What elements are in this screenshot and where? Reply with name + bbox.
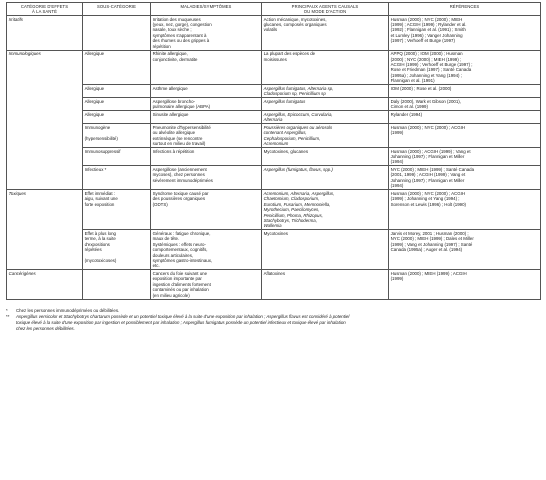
header-references — [389, 3, 541, 16]
table-row — [7, 16, 541, 51]
disease-cell — [151, 50, 262, 85]
text-line: Allergique — [84, 51, 105, 57]
reference-cell — [389, 270, 541, 299]
reference-cell — [389, 166, 541, 190]
text-line: Mycotoxines — [263, 230, 288, 236]
text-line: À LA SANTÉ — [32, 9, 57, 14]
reference-cell — [389, 124, 541, 148]
disease-cell — [151, 190, 262, 230]
text-line: Immunogène — [84, 124, 111, 130]
text-line: chez les personnes débilitées. — [16, 325, 75, 331]
text-line: (mycotoxicoses) — [84, 257, 117, 263]
text-line: glucanes, composés organiques — [263, 22, 327, 27]
category-cell: Cancérigènes — [7, 270, 83, 299]
text-line: (1992) ; Flannigan et al. (1991) ; Smith — [390, 27, 466, 33]
text-line: nasale, toux sèche ; — [152, 27, 192, 33]
text-line: (hypersensibilité) — [84, 135, 118, 141]
text-line: (1997) ; Verhoeff et Burge (1997) — [390, 38, 455, 44]
text-line: RÉFÉRENCES — [449, 4, 480, 9]
text-line: Rose et Friedman (1997) ; Santé Canada — [390, 67, 472, 73]
header-agents — [262, 3, 389, 16]
category-cell: Immunologiques — [7, 50, 83, 190]
text-line: Eurotium, Fusarium, Memnoniella, — [263, 201, 331, 207]
table-row — [7, 230, 541, 270]
text-line: Action mécanique, mycotoxines, — [263, 16, 327, 22]
text-line: Cephalosporium, Penicillium, — [263, 135, 321, 141]
table-row — [7, 124, 541, 148]
text-line: sévèrement immunodéprimées — [152, 177, 213, 183]
text-line: (1999) ; ACGIH (1999) ; Rylander et al. — [390, 22, 467, 27]
text-line: Sinusite allergique — [152, 111, 189, 117]
text-line: Acremonium, Alternaria, Aspergillus, — [263, 190, 335, 196]
text-line: surtout en milieu de travail) — [152, 141, 206, 147]
text-line: (2000) ; NYC (2000) ; MIEH (1999) ; — [390, 56, 462, 62]
text-line: Acremonium — [263, 141, 289, 147]
text-line: PRINCIPAUX AGENTS CAUSALS — [291, 4, 359, 9]
text-line: Husman (2000) ; NYC (2000) ; ACGIH — [390, 124, 466, 130]
text-line — [85, 17, 149, 22]
reference-cell — [389, 98, 541, 111]
table-row — [7, 111, 541, 124]
text-line: extrinsèque (se rencontre — [152, 135, 203, 141]
text-line: etc. — [152, 263, 160, 269]
text-line: Aspergillus (fumigatus, flavus, spp.) — [263, 167, 333, 173]
text-line: terme, à la suite — [84, 236, 116, 242]
text-line: Cimon et al. (1999) — [390, 104, 428, 110]
subcategory-cell — [83, 98, 151, 111]
text-line: maux de tête. — [152, 236, 180, 242]
subcategory-cell — [83, 190, 151, 230]
text-line: Pneumonite d'hypersensibilité — [152, 124, 211, 130]
text-line: Cancers du foie suivant une — [152, 270, 208, 276]
text-line: d'expositions — [84, 241, 110, 247]
agent-cell — [262, 85, 389, 98]
text-line: forte exposition — [84, 201, 115, 207]
text-line: Husman (2000) ; ACGIH (1999) ; Vang et — [390, 148, 471, 154]
text-line: Chez les personnes immunodéprimées ou débilitées. — [16, 307, 120, 313]
text-line: Alternaria — [263, 117, 283, 123]
text-line: pulmonaire allergique (ABPA) — [152, 104, 211, 110]
text-line: (1999) — [390, 276, 404, 282]
text-line: (yeux, nez, gorge), congestion — [152, 22, 212, 27]
text-line — [85, 271, 149, 276]
text-line: ACGIH (1999) ; Verhoeff et Burge (1997) ; — [390, 62, 473, 68]
text-line: (en milieu agricole) — [152, 292, 190, 298]
agent-cell — [262, 148, 389, 166]
subcategory-cell — [83, 16, 151, 51]
text-line: (2001, 1999) ; ACGIH (1999) ; Vang et — [390, 172, 466, 178]
text-line: Infectieux * — [84, 167, 107, 173]
text-line: (ODTS) — [152, 201, 168, 207]
subcategory-cell — [83, 124, 151, 148]
agent-cell — [262, 230, 389, 270]
disease-cell — [151, 270, 262, 299]
text-line: Canada (1995a) ; Auger et al. (1994) — [390, 247, 463, 253]
text-line: NYC (2000) ; MIEH (1999) ; Santé Canada — [390, 167, 475, 173]
text-line: Myrothecium, Paecilomyces, — [263, 207, 320, 213]
disease-cell — [151, 85, 262, 98]
text-line: MALADIES/SYMPTÔMES — [180, 4, 232, 9]
text-line: Irritation des muqueuses — [152, 16, 201, 22]
text-line: (1999) ; Johanning et Yang (1994) ; — [390, 196, 460, 202]
text-line: et Lumley (1996) ; Vanger Johanning — [390, 32, 463, 38]
text-line: Mycotoxines, glucanes — [263, 148, 309, 154]
header-diseases — [151, 3, 262, 16]
category-cell: Toxiques — [7, 190, 83, 270]
subcategory-cell — [83, 270, 151, 299]
text-line: toxique élevé à la suite d'une exposition par ingestion et possiblement par inhalation ; Aspergillus fumigatus possède un potentiel infectieux et toxique élevé par inhalation — [16, 319, 346, 325]
agent-cell — [262, 270, 389, 299]
text-line: Aspergillus versicolor et Stachybotrys chartarum possède et un potentiel toxique élevé à la suite d'une exposition par inhalation ; Aspergillus flavus est considéré à potentiel — [16, 313, 350, 319]
subcategory-cell — [83, 111, 151, 124]
footnote-text — [16, 314, 521, 332]
text-line: Aspergillus, Epicoccum, Curvularia, — [263, 111, 333, 117]
agent-cell — [262, 166, 389, 190]
text-line: ingestion d'aliments fortement — [152, 281, 211, 287]
disease-cell — [151, 124, 262, 148]
text-line: des rhumes ou des grippes à — [152, 38, 210, 44]
subcategory-cell — [83, 148, 151, 166]
text-line: mycoses), chez personnes — [152, 172, 205, 178]
table-row — [7, 50, 541, 85]
text-line: Allergique — [84, 98, 105, 104]
disease-cell — [151, 148, 262, 166]
agent-cell — [262, 190, 389, 230]
text-line: Flannigan et al. (1991) — [390, 78, 435, 84]
health-effects-table — [6, 2, 541, 300]
reference-cell — [389, 111, 541, 124]
text-line: Jarvis et Morey, 2001 ; Husman (2000) ; — [390, 230, 469, 236]
text-line: Systémiques : effets neuro- — [152, 241, 206, 247]
text-line: douleurs articulaires, — [152, 252, 194, 258]
subcategory-cell — [83, 50, 151, 85]
table-row — [7, 85, 541, 98]
text-line: (1999) — [390, 130, 404, 136]
reference-cell — [389, 190, 541, 230]
text-line: contaminés ou par inhalation — [152, 287, 209, 293]
text-line: Stachybotrys, Trichoderma, — [263, 217, 317, 223]
text-line: Wallemia — [263, 223, 282, 229]
text-line: Daly (2000), Wark et Gibson (2001), — [390, 98, 461, 104]
text-line: symptômes gastro-intestinaux, — [152, 257, 213, 263]
text-line: APPQ (2000) ; IOM (2000) ; Husman — [390, 51, 463, 57]
text-line: Aspergillus fumigatus — [263, 98, 306, 104]
text-line: (1994) — [390, 183, 404, 189]
reference-cell — [389, 50, 541, 85]
table-row — [7, 190, 541, 230]
disease-cell — [151, 98, 262, 111]
text-line: Aspergillus fumigatus, Alternaria sp, — [263, 85, 334, 91]
text-line: aigu, suivant une — [84, 196, 118, 202]
agent-cell — [262, 98, 389, 111]
disease-cell — [151, 111, 262, 124]
text-line: La plupart des espèces de — [263, 51, 316, 57]
text-line: Effet immédiat : — [84, 190, 116, 196]
subcategory-cell — [83, 230, 151, 270]
footnote-marker: * — [6, 307, 8, 313]
reference-cell — [389, 85, 541, 98]
text-line: Husman (2000) ; NYC (2000) ; ACGIH — [390, 190, 466, 196]
agent-cell — [262, 16, 389, 51]
footnotes — [6, 308, 540, 332]
subcategory-cell — [83, 166, 151, 190]
text-line: Chaetomium, Cladosporium, — [263, 196, 320, 202]
agent-cell — [262, 50, 389, 85]
text-line: SOUS-CATÉGORIE — [96, 4, 136, 9]
text-line: Cladosporium sp, Penicillium sp — [263, 91, 326, 97]
reference-cell — [389, 16, 541, 51]
agent-cell — [262, 124, 389, 148]
header-category — [7, 3, 83, 16]
disease-cell — [151, 166, 262, 190]
table-row — [7, 270, 541, 299]
text-line: répétition — [152, 43, 171, 49]
text-line: ou alvéolite allergique — [152, 130, 196, 136]
text-line: Johanning (1997) ; Flannigan et Miller — [390, 177, 465, 183]
text-line: des poussières organiques — [152, 196, 206, 202]
text-line: moisissures — [263, 56, 287, 62]
table-row — [7, 98, 541, 111]
table-row — [7, 166, 541, 190]
text-line: IOM (2000) ; Rose et al. (2000) — [390, 85, 452, 91]
text-line: Husman (2000) ; NYC (2000) ; MIEH — [390, 16, 463, 22]
text-line: Asthme allergique — [152, 85, 188, 91]
text-line: Husman (2000) ; MIEH (1999) ; ACGIH — [390, 270, 467, 276]
header-subcategory — [83, 3, 151, 16]
category-cell: Irritatifs — [7, 16, 83, 51]
text-line: Aflatoxines — [263, 270, 286, 276]
subcategory-cell — [83, 85, 151, 98]
header-row — [7, 3, 541, 16]
text-line: répétées — [84, 247, 102, 253]
text-line: Rhinite allergique, — [152, 51, 188, 57]
text-line: Généraux : fatigue chronique, — [152, 230, 211, 236]
text-line: Infections à répétition — [152, 148, 195, 154]
text-line: comportementaux, cognitifs, — [152, 247, 208, 253]
text-line: contenant Aspergillus, — [263, 130, 307, 136]
text-line: Effet à plus long — [84, 230, 117, 236]
text-line: CATÉGORIE D'EFFETS — [20, 4, 69, 9]
text-line: exposition importante par — [152, 276, 202, 282]
table-row — [7, 148, 541, 166]
text-line: NYC (2000) ; MIEH (1999) ; Dales et Miller — [390, 236, 474, 242]
disease-cell — [151, 230, 262, 270]
text-line: Syndrome toxique causé par — [152, 190, 209, 196]
text-line: (1994) — [390, 159, 404, 165]
footnote — [6, 314, 540, 332]
agent-cell — [262, 111, 389, 124]
text-line: Aspergillose (anciennement — [152, 167, 207, 173]
text-line: OU MODE D'ACTION — [303, 9, 347, 14]
text-line: (1999) ; Vang et Johanning (1997) ; Santé — [390, 241, 473, 247]
text-line: Aspergillose broncho- — [152, 98, 196, 104]
text-line: volatils — [263, 27, 278, 33]
text-line: Rylander (1994) — [390, 111, 423, 117]
disease-cell — [151, 16, 262, 51]
document-page — [6, 2, 540, 332]
reference-cell — [389, 148, 541, 166]
text-line: Immunosuppressif — [84, 148, 121, 154]
text-line: Poussières organiques ou aérosols — [263, 124, 333, 130]
text-line: conjonctivite, dermatite — [152, 56, 198, 62]
text-line: (1995a) ; Johanning et Yang (1994) ; — [390, 72, 462, 78]
text-line: Sorenson et Lewis (1996) ; Holt (1990) — [390, 201, 467, 207]
text-line: Allergique — [84, 111, 105, 117]
text-line: Johanning (1997) ; Flannigan et Miller — [390, 154, 465, 160]
text-line: Penicillium, Phoma, Rhizopus, — [263, 212, 323, 218]
text-line: symptômes s'apparentant à — [152, 32, 207, 38]
footnote-marker: ** — [6, 313, 10, 319]
reference-cell — [389, 230, 541, 270]
text-line: Allergique — [84, 85, 105, 91]
